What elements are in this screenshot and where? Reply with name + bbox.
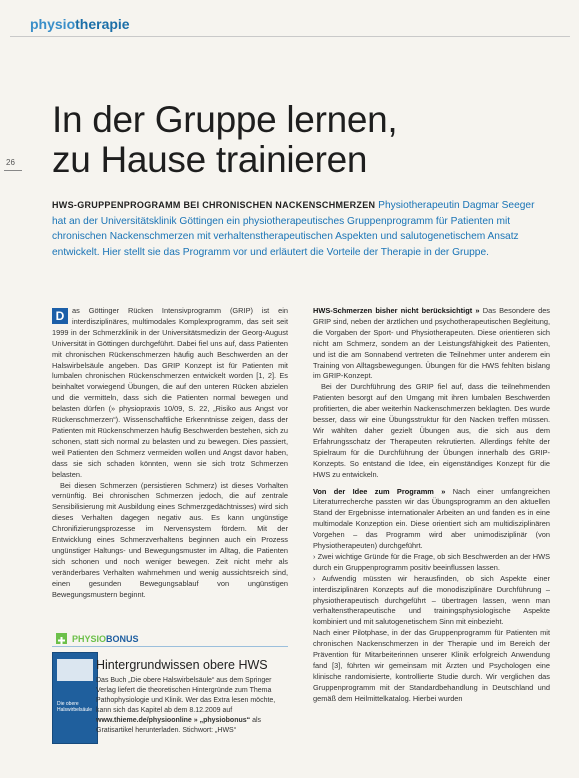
- bullet-2-text: Aufwendig müssten wir herausfinden, ob sich Aspekte einer interdisziplinären Konzepts auf die monodisziplinäre Durchführung – physiotherapeutisch durchgeführt – übertragen lassen, wenn man verhaltenstherapeutische und trainingsphysiologische Aspekte kombiniert und mit salutogenetischem Sinn mit einbezieht.: [313, 573, 550, 627]
- bonus-text-body: Das Buch „Die obere Halswirbelsäule“ aus dem Springer Verlag liefert die theoretischen Hintergründe zum Thema Pathophysiologie und Klinik. Wer das Extra lesen möchte, kann sich das Kapitel ab dem 8.12.2009 auf: [96, 677, 276, 714]
- lead-kicker: HWS-GRUPPENPROGRAMM BEI CHRONISCHEN NACKENSCHMERZEN: [52, 200, 376, 210]
- col2-bullet-2: › Aufwendig müssten wir herausfinden, ob sich Aspekte einer interdisziplinären Konzepts auf die monodisziplinäre Durchführung – physiotherapeutisch durchgeführt – übertragen lassen, wenn man verhaltenstherapeutische und trainingsphysiologische Aspekte kombiniert und mit salutogenetischem Sinn mit einbezieht.: [313, 573, 550, 627]
- book-cover-photo: [57, 659, 93, 681]
- col2-bullet-1: › Zwei wichtige Gründe für die Frage, ob sich Beschwerden an der HWS durch ein Gruppenprogramm positiv beeinflussen lassen.: [313, 551, 551, 572]
- text-column-2: [313, 306, 550, 705]
- lead-text: Physiotherapeutin Dagmar Seeger hat an der Universitätsklinik Göttingen ein physiotherapeutisches Gruppenprogramm für Patienten mit chronischen Nackenschmerzen mit verhaltenstherapeutischen Aspekten und salutogenetischem Ansatz entwickelt. Hier stellt sie das Programm vor und erläutert die Vorteile der Therapie in der Gruppe.: [52, 200, 535, 258]
- bonus-label-physio: PHYSIO: [72, 634, 107, 644]
- book-cover-title: Die obere Halswirbelsäule: [57, 701, 93, 713]
- header-therapie: therapie: [75, 16, 130, 32]
- bonus-label-bonus: BONUS: [106, 634, 139, 644]
- page-number-rule: [4, 170, 22, 171]
- header-divider: [10, 36, 570, 37]
- book-cover-image: [52, 652, 98, 744]
- col2-paragraph-4: Nach einer Pilotphase, in der das Gruppenprogramm für Patienten mit chronischen Nackenschmerzen in der Therapie und im Bereich der Prävention für Mitarbeiterinnen unserer Klinik erfolgreich Anwendung fand [3], führten wir gemeinsam mit Ärzten und Psychologen eine klinische randomisierte, kontrollierte Studie durch. Wir verglichen das Gruppenprogramm mit der Standardbehandlung in Deutschland und gemäß dem Heilmittelkatalog. Hierbei wurden: [313, 628, 550, 703]
- drop-cap: D: [52, 308, 68, 324]
- col2-p3-text: Nach einer umfangreichen Literaturrecherche passten wir das Übungsprogramm an den aktuellen Stand der Ergebnisse internationaler Arbeiten an und fanden es in eine multimodale Konzeption ein. Diese orientiert sich am multidisziplinären Vorgehen – das Programm wird aber unimodisziplinär (von Physiotherapeuten) durchgeführt.: [313, 486, 550, 551]
- bonus-heading: Hintergrundwissen obere HWS: [96, 658, 268, 672]
- text-column-1: [52, 306, 288, 600]
- title-line-1: In der Gruppe lernen,: [52, 99, 398, 140]
- page-number: 26: [6, 158, 15, 167]
- article-title: [52, 100, 397, 180]
- bonus-text-tail: als Gratisartikel herunterladen. Stichwort: „HWS“: [96, 717, 262, 734]
- col2-subhead-1: HWS-Schmerzen bisher nicht berücksichtigt »: [313, 306, 480, 315]
- col2-p1-text: Das Besondere des GRIP sind, neben der ärztlichen und psychotherapeutischen Begleitung, die Vorgaben der Sport- und Physiotherapeuten. Diese orientieren sich nicht am Schmerz, sondern an der Leistungsfähigkeit des Patienten, und ist die am Sonnabend vertreten die Teilnehmer unter anderem ein Training von Alltagsbewegungen. Übungen für die HWS fehlten bislang im GRIP-Konzept.: [313, 306, 551, 381]
- col1-paragraph-1: as Göttinger Rücken Intensivprogramm (GRIP) ist ein interdisziplinäres, multimodales Komplexprogramm, das seit seit 1999 in der Schmerzklinik in der Universitätsmedizin der Georg-August Universität in Göttingen durchgeführt. Dabei fiel uns auf, dass Patienten mit chronischen Rückenschmerzen häufig auch Beschwerden an der Halswirbelsäule angeben. Das GRIP Konzept ist für Patienten mit lumbalen chronischen Rückenschmerzen entwickelt worden [1, 2]. Es beinhaltet vorwiegend Übungen, die auf den unteren Rücken abzielen und die vermitteln, dass sich die Patienten normal bewegen und belasten dürfen (» physiopraxis 10/09, S. 22, „Risiko aus Angst vor Rückenschmerzen“). Wissenschaftliche Erkenntnisse zeigen, dass der Patienten mit Rückenschmerzen häufig Beschwerden bestehen, sich zu schonen, statt sich normal zu belasten und zu bewegen. Dies passiert, weil Patienten den Schmerz vermeiden wollen und Angst davor haben, dass sie sich schaden könnten, wenn sie sich trotz Schmerzen belasten.: [52, 306, 288, 479]
- magazine-header: [30, 16, 130, 32]
- article-lead: [52, 198, 542, 260]
- bonus-url-link[interactable]: www.thieme.de/physioonline » „physiobonus“: [96, 717, 251, 724]
- col2-paragraph-2: Bei der Durchführung des GRIP fiel auf, dass die teilnehmenden Patienten besorgt auf den Umgang mit ihren lumbalen Beschwerden profitierten, die aber weiterhin Nackenschmerzen beklagten. Des wurde besser, dass wir eine Übungsstruktur für den Nacken treffen müssen. Wir wählten daher gezielt Übungen aus, die sich aus dem Erfahrungsschatz der Therapeuten rekrutierten. Allerdings fehlte der Spielraum für die Durchführung der Übungen innerhalb des GRIP-Konzepts. So entstand die Idee, ein eigenständiges Konzept für die HWS zu entwickeln.: [313, 382, 550, 479]
- col2-paragraph-1: [313, 306, 550, 382]
- header-physio: physio: [30, 16, 76, 32]
- plus-icon: [56, 633, 67, 644]
- title-line-2: zu Hause trainieren: [52, 139, 368, 180]
- bonus-text: [96, 676, 284, 736]
- bonus-label: [72, 634, 139, 644]
- col2-subhead-2: Von der Idee zum Programm »: [313, 486, 446, 496]
- col1-paragraph-2: Bei diesen Schmerzen (persistieren Schmerz) ist dieses Vorhalten vernünftig. Bei chronischen Schmerzen jedoch, die auf zentrale Sensibilisierung mit Ausbildung eines Schmerzgedächtnisses) wird sich dieses Verhalten dagegen negativ aus. Es kann ungünstige Chronifizierungsprozesse im Nervensystem fördern. Mit der Entwicklung eines Schmerzverhaltens beginnen auch ein Prozess ungünstiger Haltungs- und Bewegungsmuster im Alltag, die Patienten sich schonen und noch weniger bewegen. Zeit nicht mehr als veränderbares Verhalten wahrnehmen und wenig aussichtsreich sind, einen gesunden Bewegungsablauf von ungünstigen Bewegungsmustern beginnt.: [52, 480, 288, 599]
- bullet-1-text: Zwei wichtige Gründe für die Frage, ob sich Beschwerden an der HWS durch ein Gruppenprogramm positiv beeinflussen lassen.: [313, 551, 551, 572]
- col2-paragraph-3: [313, 487, 550, 552]
